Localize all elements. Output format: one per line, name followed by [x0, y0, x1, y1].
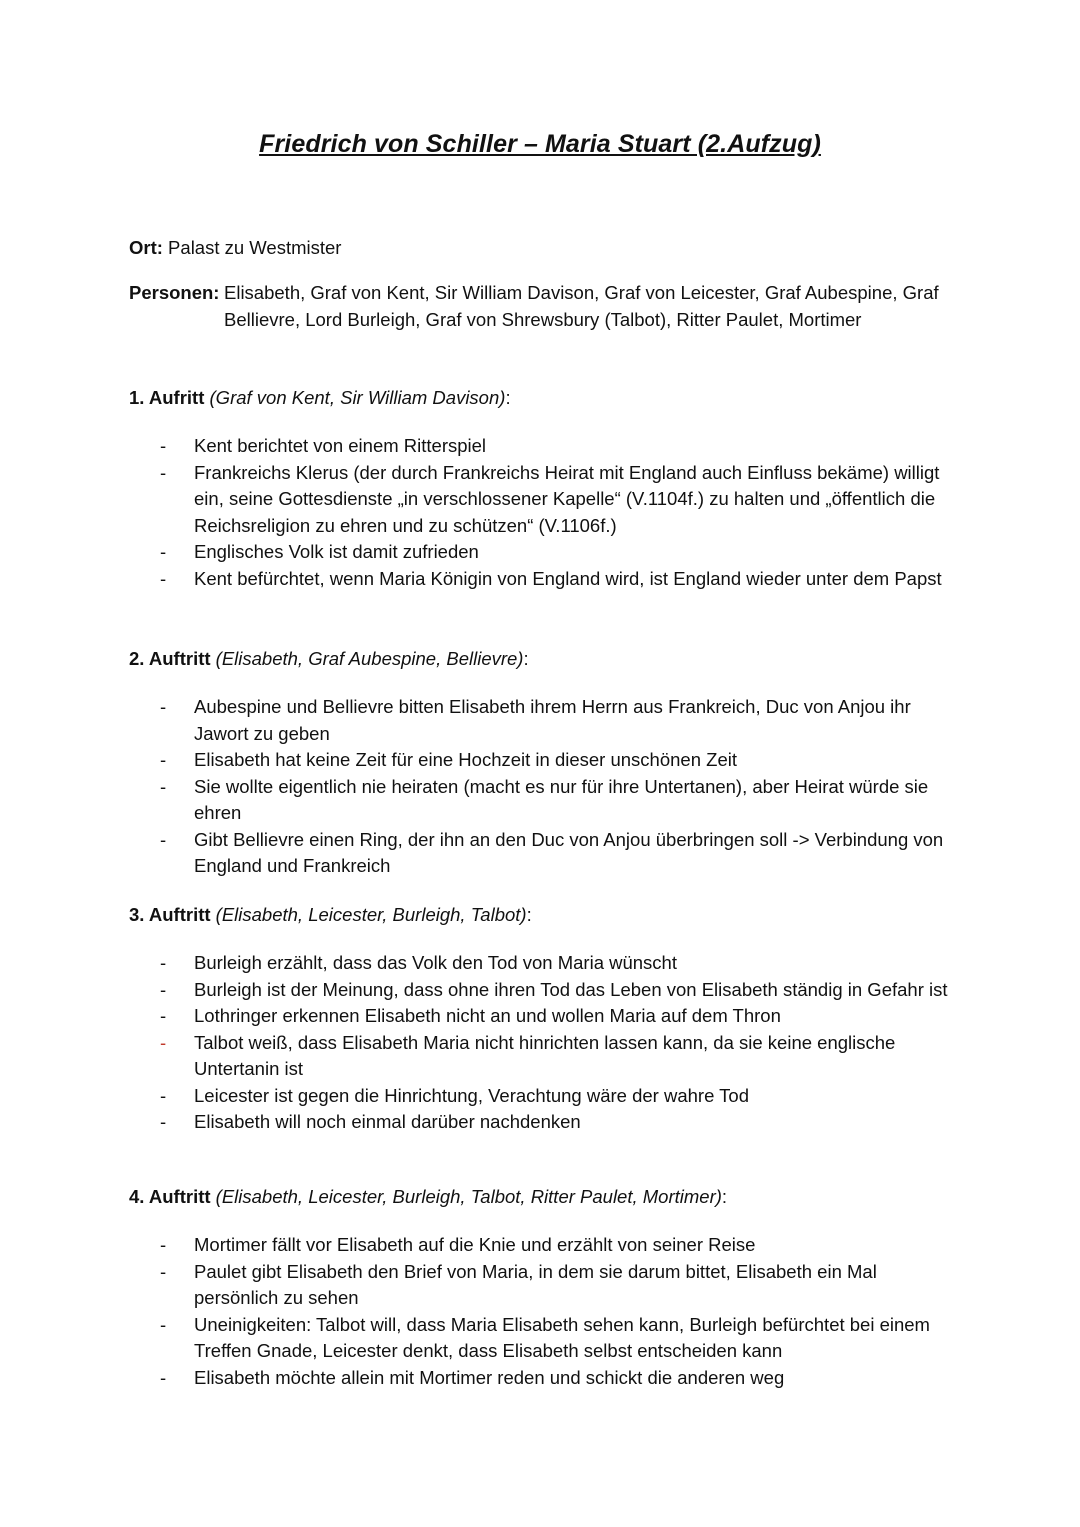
bullet-dash: -: [160, 1084, 167, 1106]
scene-heading: [129, 902, 959, 928]
personen-value: Elisabeth, Graf von Kent, Sir William Davison, Graf von Leicester, Graf Aubespine, Graf Bellievre, Lord Burleigh, Graf von Shrewsbury (Talbot), Ritter Paulet, Mortimer: [224, 282, 939, 330]
list-item: [129, 566, 954, 593]
list-item: [129, 774, 954, 827]
bullet-list: [129, 694, 959, 880]
ort-line: [129, 235, 341, 261]
scene-heading: [129, 646, 959, 672]
list-item-text: Kent berichtet von einem Ritterspiel: [194, 435, 487, 456]
list-item-text: Paulet gibt Elisabeth den Brief von Maria, in dem sie darum bittet, Elisabeth ein Mal persönlich zu sehen: [194, 1260, 877, 1308]
list-item: [129, 460, 954, 540]
bullet-dash: -: [160, 749, 167, 770]
list-item: [129, 539, 954, 566]
scene-persons: (Elisabeth, Graf Aubespine, Bellievre): [215, 648, 524, 669]
bullet-dash: -: [160, 1005, 167, 1026]
list-item: [129, 827, 954, 880]
bullet-dash: -: [160, 567, 167, 589]
bullet-dash: -: [160, 1366, 167, 1388]
list-item-text: Burleigh erzählt, dass das Volk den Tod von Maria wünscht: [194, 952, 677, 973]
list-item: [129, 1259, 954, 1312]
list-item-text: Elisabeth möchte allein mit Mortimer reden und schickt die anderen weg: [194, 1366, 785, 1388]
scene-heading: [129, 385, 959, 411]
bullet-dash: -: [160, 1313, 167, 1335]
list-item-text: Elisabeth will noch einmal darüber nachdenken: [194, 1111, 581, 1132]
ort-label: Ort:: [129, 237, 163, 258]
list-item: [129, 1083, 954, 1110]
personen-label: Personen:: [129, 282, 220, 303]
scene-4: [129, 1184, 959, 1391]
bullet-dash: -: [160, 461, 167, 483]
scene-colon: :: [505, 387, 511, 408]
list-item-text: Kent befürchtet, wenn Maria Königin von England wird, ist England wieder unter dem Papst: [194, 567, 942, 589]
document-title: Friedrich von Schiller – Maria Stuart (2.Aufzug): [259, 130, 821, 158]
bullet-dash: -: [160, 1111, 167, 1132]
scene-label: 4. Auftritt: [129, 1186, 211, 1207]
bullet-dash: -: [160, 1234, 167, 1255]
list-item-text: Gibt Bellievre einen Ring, der ihn an den Duc von Anjou überbringen soll -> Verbindung von England und Frankreich: [194, 828, 944, 876]
list-item-text: Talbot weiß, dass Elisabeth Maria nicht hinrichten lassen kann, da sie keine englische Untertanin ist: [194, 1031, 896, 1079]
bullet-dash: -: [160, 978, 167, 1000]
bullet-dash: -: [160, 696, 167, 717]
list-item: [129, 1232, 954, 1259]
scene-heading: [129, 1184, 959, 1210]
list-item-text: Sie wollte eigentlich nie heiraten (macht es nur für ihre Untertanen), aber Heirat würde sie ehren: [194, 775, 929, 823]
list-item: [129, 694, 954, 747]
list-item-text: Englisches Volk ist damit zufrieden: [194, 541, 479, 562]
scene-persons: (Elisabeth, Leicester, Burleigh, Talbot, Ritter Paulet, Mortimer): [215, 1186, 722, 1207]
list-item-text: Uneinigkeiten: Talbot will, dass Maria Elisabeth sehen kann, Burleigh befürchtet bei einem Treffen Gnade, Leicester denkt, dass Elisabeth selbst entscheiden kann: [194, 1313, 930, 1361]
bullet-dash: -: [160, 435, 167, 456]
bullet-dash-highlighted: -: [160, 1031, 167, 1053]
ort-value: Palast zu Westmister: [162, 237, 342, 258]
list-item: [129, 747, 954, 774]
scene-3: [129, 902, 959, 1136]
scene-label: 2. Auftritt: [129, 648, 211, 669]
list-item-text: Aubespine und Bellievre bitten Elisabeth ihrem Herrn aus Frankreich, Duc von Anjou ihr Jawort zu geben: [194, 696, 911, 744]
list-item: [129, 1109, 954, 1136]
bullet-dash: -: [160, 775, 167, 797]
list-item: [129, 1030, 954, 1083]
list-item-text: Elisabeth hat keine Zeit für eine Hochzeit in dieser unschönen Zeit: [194, 749, 737, 770]
list-item: [129, 1365, 954, 1392]
list-item-text: Leicester ist gegen die Hinrichtung, Verachtung wäre der wahre Tod: [194, 1084, 749, 1106]
list-item: [129, 433, 954, 460]
scene-label: 3. Auftritt: [129, 904, 211, 925]
list-item: [129, 977, 954, 1004]
scene-colon: :: [523, 648, 529, 669]
list-item-text: Lothringer erkennen Elisabeth nicht an und wollen Maria auf dem Thron: [194, 1005, 781, 1026]
scene-colon: :: [526, 904, 532, 925]
scene-2: [129, 646, 959, 880]
scene-persons: (Elisabeth, Leicester, Burleigh, Talbot): [215, 904, 527, 925]
list-item: [129, 1003, 954, 1030]
list-item: [129, 950, 954, 977]
bullet-dash: -: [160, 541, 167, 562]
list-item-text: Mortimer fällt vor Elisabeth auf die Knie und erzählt von seiner Reise: [194, 1234, 756, 1255]
bullet-list: [129, 433, 959, 592]
bullet-list: [129, 950, 959, 1136]
bullet-dash: -: [160, 952, 167, 973]
scene-label: 1. Aufritt: [129, 387, 205, 408]
list-item-text: Burleigh ist der Meinung, dass ohne ihren Tod das Leben von Elisabeth ständig in Gefahr ist: [194, 978, 948, 1000]
scene-persons: (Graf von Kent, Sir William Davison): [209, 387, 506, 408]
list-item: [129, 1312, 954, 1365]
bullet-list: [129, 1232, 959, 1391]
scene-colon: :: [721, 1186, 728, 1207]
list-item-text: Frankreichs Klerus (der durch Frankreichs Heirat mit England auch Einfluss bekäme) willigt ein, seine Gottesdienste „in verschlossener Kapelle“ (V.1104f.) zu halten und „öffentlich die Reichsreligion zu ehren und zu schützen“ (V.1106f.): [194, 461, 940, 536]
bullet-dash: -: [160, 1260, 167, 1282]
bullet-dash: -: [160, 828, 167, 850]
scene-1: [129, 385, 959, 592]
